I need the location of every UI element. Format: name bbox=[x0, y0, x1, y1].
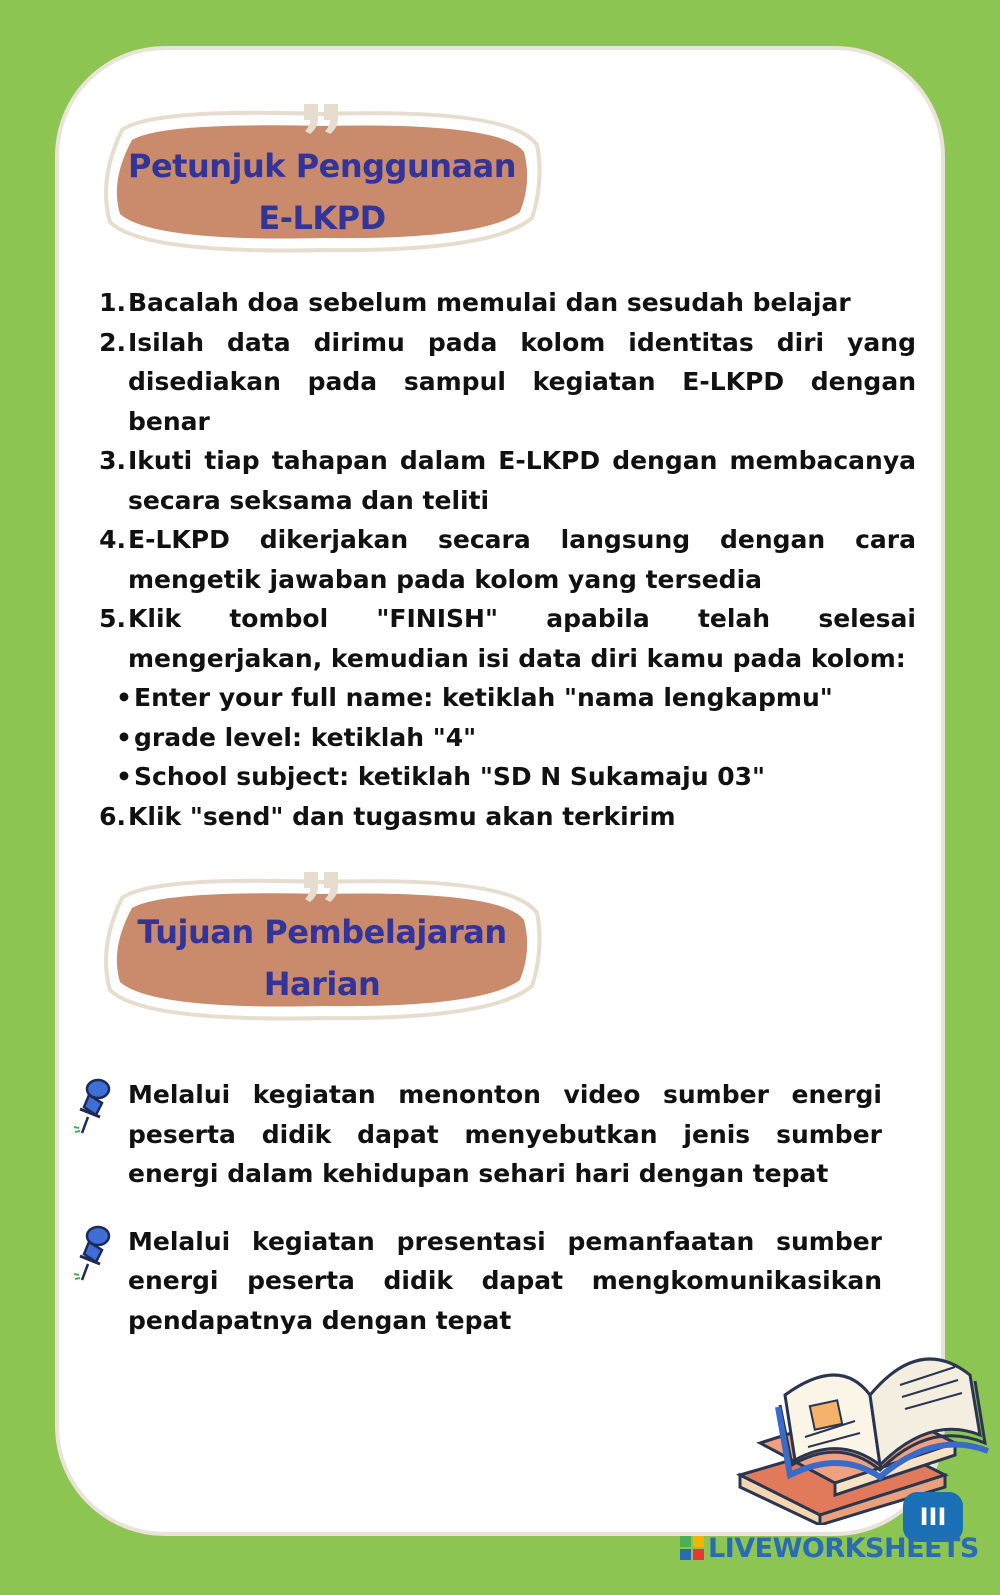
detail-bullets bbox=[92, 678, 916, 797]
step-text: Klik "send" dan tugasmu akan terkirim bbox=[128, 801, 676, 831]
objective-text: Melalui kegiatan menonton video sumber energi peserta didik dapat menyebutkan jenis sumber energi dalam kehidupan sehari hari dengan tepat bbox=[128, 1080, 882, 1188]
instructions-title bbox=[112, 140, 532, 244]
step-item bbox=[92, 441, 916, 520]
brand-name: LIVEWORKSHEETS bbox=[708, 1532, 979, 1564]
step-item bbox=[92, 599, 916, 678]
step-text: E-LKPD dikerjakan secara langsung dengan cara mengetik jawaban pada kolom yang tersedia bbox=[128, 525, 916, 594]
bullet-text: School subject: ketiklah "SD N Sukamaju 03" bbox=[134, 762, 766, 791]
objectives-title bbox=[112, 906, 532, 1010]
step-item bbox=[92, 323, 916, 442]
bullet-dot: • bbox=[116, 683, 132, 712]
step-text: Ikuti tiap tahapan dalam E-LKPD dengan membacanya secara seksama dan teliti bbox=[128, 446, 916, 515]
bullet-text: grade level: ketiklah "4" bbox=[134, 722, 477, 752]
bullet-item bbox=[92, 757, 916, 797]
step-item bbox=[92, 797, 916, 837]
instructions-banner bbox=[92, 100, 552, 260]
bullet-dot: • bbox=[116, 762, 132, 791]
step-item bbox=[92, 520, 916, 599]
instruction-steps bbox=[92, 283, 916, 836]
objectives-title-line1: Tujuan Pembelajaran bbox=[137, 913, 507, 951]
page-number-badge: III bbox=[903, 1492, 963, 1542]
step-number: 3. bbox=[99, 446, 126, 475]
objective-item bbox=[72, 1222, 882, 1341]
bullet-text: Enter your full name: ketiklah "nama lengkapmu" bbox=[134, 683, 833, 712]
step-text: Isilah data dirimu pada kolom identitas diri yang disediakan pada sampul kegiatan E-LKPD dengan benar bbox=[128, 327, 916, 436]
step-item bbox=[92, 283, 916, 323]
step-number: 2. bbox=[99, 327, 126, 357]
bullet-item bbox=[92, 678, 916, 718]
objective-text: Melalui kegiatan presentasi pemanfaatan sumber energi peserta didik dapat mengkomunikasikan pendapatnya dengan tepat bbox=[128, 1226, 882, 1335]
liveworksheets-logo-icon bbox=[680, 1536, 704, 1560]
pushpin-icon bbox=[72, 1222, 128, 1341]
bullet-item bbox=[92, 718, 916, 758]
step-number: 1. bbox=[99, 288, 126, 317]
step-number: 6. bbox=[99, 801, 126, 831]
instructions-title-line2: E-LKPD bbox=[258, 199, 386, 237]
bullet-dot: • bbox=[116, 722, 132, 752]
brand-footer[interactable] bbox=[680, 1530, 979, 1566]
step-number: 5. bbox=[99, 604, 126, 633]
instructions-title-line1: Petunjuk Penggunaan bbox=[128, 147, 516, 185]
step-number: 4. bbox=[99, 525, 126, 554]
step-text: Klik tombol "FINISH" apabila telah selesai mengerjakan, kemudian isi data diri kamu pada kolom: bbox=[128, 604, 916, 673]
pushpin-icon bbox=[72, 1075, 128, 1194]
objectives-banner bbox=[92, 868, 552, 1028]
objectives-title-line2: Harian bbox=[263, 965, 381, 1003]
objective-item bbox=[72, 1075, 882, 1194]
step-text: Bacalah doa sebelum memulai dan sesudah belajar bbox=[128, 288, 851, 317]
